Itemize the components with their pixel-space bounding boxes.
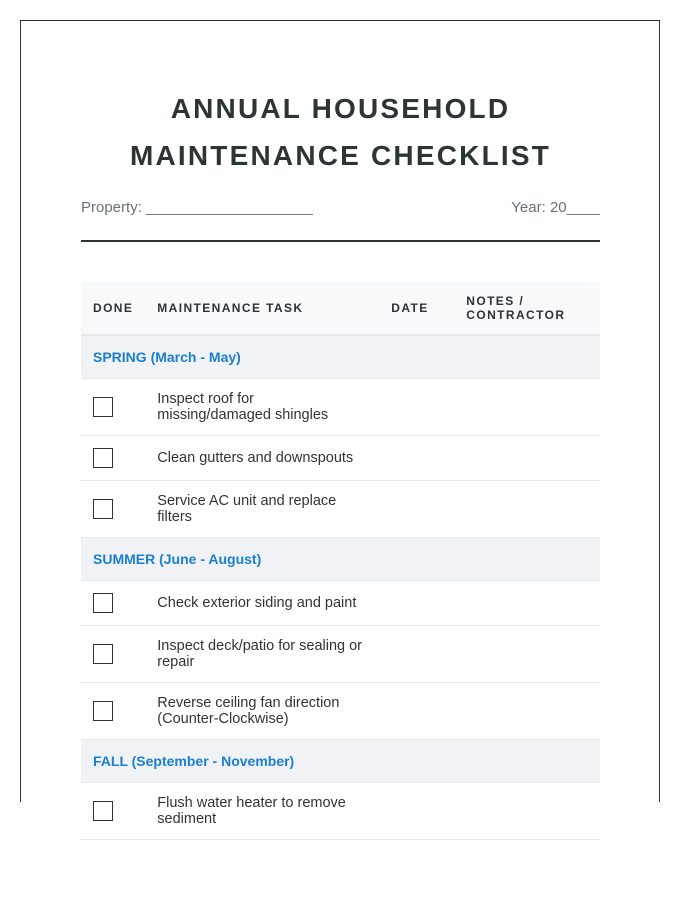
col-done: DONE xyxy=(81,282,145,335)
task-text: Inspect roof for missing/damaged shingles xyxy=(145,379,379,436)
date-cell[interactable] xyxy=(379,581,454,626)
col-date: DATE xyxy=(379,282,454,335)
notes-cell[interactable] xyxy=(454,436,600,481)
property-field[interactable]: Property: ____________________ xyxy=(81,199,313,216)
notes-cell[interactable] xyxy=(454,783,600,840)
notes-cell[interactable] xyxy=(454,683,600,740)
section-row xyxy=(81,335,600,379)
task-text: Check exterior siding and paint xyxy=(145,581,379,626)
title-line-1: ANNUAL HOUSEHOLD xyxy=(170,93,511,124)
notes-cell[interactable] xyxy=(454,581,600,626)
table-row xyxy=(81,626,600,683)
done-cell xyxy=(81,783,145,840)
date-cell[interactable] xyxy=(379,683,454,740)
task-text: Service AC unit and replace filters xyxy=(145,481,379,538)
table-row xyxy=(81,581,600,626)
done-cell xyxy=(81,581,145,626)
done-cell xyxy=(81,379,145,436)
section-label: SUMMER (June - August) xyxy=(81,538,600,581)
section-row xyxy=(81,740,600,783)
checklist-page xyxy=(20,20,660,827)
task-text: Reverse ceiling fan direction (Counter-Clockwise) xyxy=(145,683,379,740)
done-checkbox[interactable] xyxy=(93,701,113,721)
table-header xyxy=(81,282,600,335)
task-text: Clean gutters and downspouts xyxy=(145,436,379,481)
notes-cell[interactable] xyxy=(454,481,600,538)
table-row xyxy=(81,481,600,538)
done-cell xyxy=(81,481,145,538)
divider xyxy=(81,240,600,242)
notes-cell[interactable] xyxy=(454,379,600,436)
table-row xyxy=(81,436,600,481)
date-cell[interactable] xyxy=(379,783,454,840)
title-line-2: MAINTENANCE CHECKLIST xyxy=(129,140,552,171)
done-checkbox[interactable] xyxy=(93,448,113,468)
page-title xyxy=(81,85,600,179)
section-label: FALL (September - November) xyxy=(81,740,600,783)
date-cell[interactable] xyxy=(379,481,454,538)
task-text: Flush water heater to remove sediment xyxy=(145,783,379,840)
table-row xyxy=(81,783,600,840)
date-cell[interactable] xyxy=(379,436,454,481)
done-cell xyxy=(81,436,145,481)
date-cell[interactable] xyxy=(379,626,454,683)
done-checkbox[interactable] xyxy=(93,397,113,417)
section-label: SPRING (March - May) xyxy=(81,335,600,379)
table-row xyxy=(81,683,600,740)
table-row xyxy=(81,379,600,436)
done-checkbox[interactable] xyxy=(93,801,113,821)
year-field[interactable]: Year: 20____ xyxy=(511,199,600,216)
done-checkbox[interactable] xyxy=(93,499,113,519)
col-notes: NOTES / CONTRACTOR xyxy=(454,282,600,335)
done-checkbox[interactable] xyxy=(93,644,113,664)
section-row xyxy=(81,538,600,581)
done-cell xyxy=(81,683,145,740)
task-text: Inspect deck/patio for sealing or repair xyxy=(145,626,379,683)
meta-row xyxy=(81,199,600,216)
checklist-table xyxy=(81,282,600,840)
col-task: MAINTENANCE TASK xyxy=(145,282,379,335)
done-checkbox[interactable] xyxy=(93,593,113,613)
done-cell xyxy=(81,626,145,683)
notes-cell[interactable] xyxy=(454,626,600,683)
date-cell[interactable] xyxy=(379,379,454,436)
